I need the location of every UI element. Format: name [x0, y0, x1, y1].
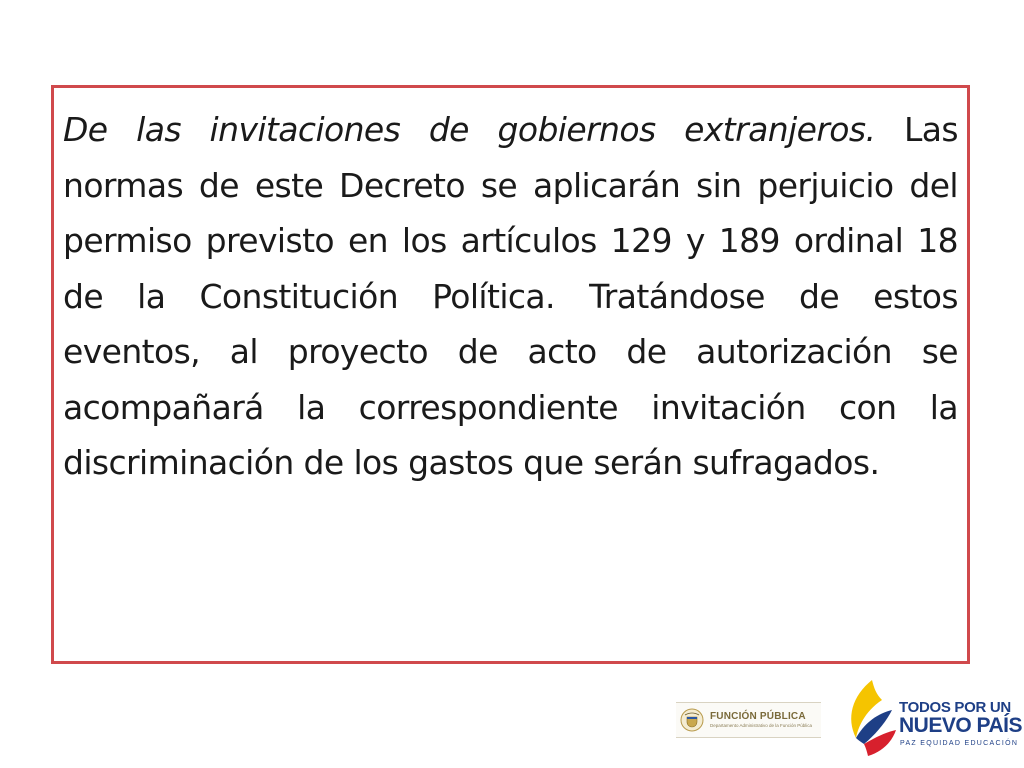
paragraph-heading: De las invitaciones de gobiernos extranjeros. — [63, 110, 876, 149]
funcion-publica-logo — [676, 702, 821, 738]
todos-line3: PAZ EQUIDAD EDUCACIÓN — [900, 740, 1019, 747]
todos-line1: TODOS POR UN — [899, 699, 1011, 716]
todos-line2: NUEVO PAÍS — [899, 714, 1022, 737]
paragraph-body: Las normas de este Decreto se aplicarán sin perjuicio del permiso previsto en los artículos 129 y 189 ordinal 18 de la Constitución Política. Tratándose de estos eventos, al proyecto de acto de autorización se acompañará la correspondiente invitación con la discriminación de los gastos que serán sufragados. — [63, 110, 958, 482]
funcion-publica-title: FUNCIÓN PÚBLICA — [710, 710, 806, 722]
text-box — [51, 85, 970, 664]
flag-swoosh-icon — [842, 678, 898, 758]
decree-paragraph — [63, 102, 958, 491]
colombia-crest-icon — [680, 708, 704, 732]
todos-por-un-nuevo-pais-logo — [842, 678, 1022, 758]
funcion-publica-subtitle: Departamento Administrativo de la Función Pública — [710, 722, 813, 728]
